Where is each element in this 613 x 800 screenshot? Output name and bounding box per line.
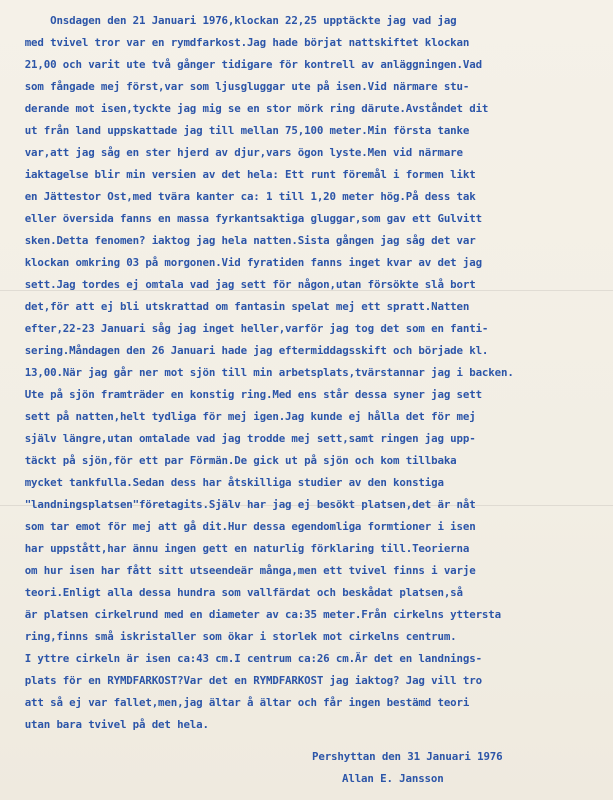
letter-line: täckt på sjön,för ett par Förmän.De gick ut på sjön och kom tillbaka bbox=[12, 454, 457, 467]
letter-line: med tvivel tror var en rymdfarkost.Jag hade börjat nattskiftet klockan bbox=[12, 36, 470, 49]
letter-line: ut från land uppskattade jag till mellan 75,100 meter.Min första tanke bbox=[12, 124, 470, 137]
letter-line: sken.Detta fenomen? iaktog jag hela natten.Sista gången jag såg det var bbox=[12, 234, 476, 247]
letter-line: Onsdagen den 21 Januari 1976,klockan 22,25 upptäckte jag vad jag bbox=[12, 14, 457, 27]
letter-line: plats för en RYMDFARKOST?Var det en RYMDFARKOST jag iaktog? Jag vill tro bbox=[12, 674, 482, 687]
letter-line: I yttre cirkeln är isen ca:43 cm.I centrum ca:26 cm.Är det en landnings- bbox=[12, 652, 482, 665]
letter-line: utan bara tvivel på det hela. bbox=[12, 718, 209, 731]
letter-line: teori.Enligt alla dessa hundra som vallfärdat och beskådat platsen,så bbox=[12, 586, 463, 599]
letter-line: det,för att ej bli utskrattad om fantasin spelat mej ett spratt.Natten bbox=[12, 300, 470, 313]
letter-line: att så ej var fallet,men,jag ältar å ältar och får ingen bestämd teori bbox=[12, 696, 470, 709]
letter-line: efter,22-23 Januari såg jag inget heller,varför jag tog det som en fanti- bbox=[12, 322, 489, 335]
letter-line: iaktagelse blir min versien av det hela: Ett runt föremål i formen likt bbox=[12, 168, 476, 181]
letter-body bbox=[12, 10, 610, 736]
letter-line: var,att jag såg en ster hjerd av djur,vars ögon lyste.Men vid närmare bbox=[12, 146, 463, 159]
letter-line: 21,00 och varit ute två gånger tidigare för kontrell av anläggningen.Vad bbox=[12, 58, 482, 71]
letter-line: eller översida fanns en massa fyrkantsaktiga gluggar,som gav ett Gulvitt bbox=[12, 212, 482, 225]
letter-line: har uppstått,har ännu ingen gett en naturlig förklaring till.Teorierna bbox=[12, 542, 470, 555]
letter-line: "landningsplatsen"företagits.Själv har jag ej besökt platsen,det är nåt bbox=[12, 498, 476, 511]
signature-block bbox=[312, 746, 503, 790]
letter-line: mycket tankfulla.Sedan dess har åtskilliga studier av den konstiga bbox=[12, 476, 444, 489]
letter-line: själv längre,utan omtalade vad jag trodde mej sett,samt ringen jag upp- bbox=[12, 432, 476, 445]
letter-line: Ute på sjön framträder en konstig ring.Med ens står dessa syner jag sett bbox=[12, 388, 482, 401]
signature-name: Allan E. Jansson bbox=[342, 772, 444, 785]
letter-line: om hur isen har fått sitt utseendeär många,men ett tvivel finns i varje bbox=[12, 564, 476, 577]
letter-line: sett.Jag tordes ej omtala vad jag sett för någon,utan försökte slå bort bbox=[12, 278, 476, 291]
letter-line: 13,00.När jag går ner mot sjön till min arbetsplats,tvärstannar jag i backen. bbox=[12, 366, 514, 379]
signature-place-date: Pershyttan den 31 Januari 1976 bbox=[312, 750, 503, 763]
letter-line: som fångade mej först,var som ljusgluggar ute på isen.Vid närmare stu- bbox=[12, 80, 470, 93]
letter-line: som tar emot för mej att gå dit.Hur dessa egendomliga formtioner i isen bbox=[12, 520, 476, 533]
letter-line: är platsen cirkelrund med en diameter av ca:35 meter.Från cirkelns yttersta bbox=[12, 608, 501, 621]
letter-line: en Jättestor Ost,med tvära kanter ca: 1 till 1,20 meter hög.På dess tak bbox=[12, 190, 476, 203]
letter-line: ring,finns små iskristaller som ökar i storlek mot cirkelns centrum. bbox=[12, 630, 457, 643]
letter-line: sett på natten,helt tydliga för mej igen.Jag kunde ej hålla det för mej bbox=[12, 410, 476, 423]
letter-line: derande mot isen,tyckte jag mig se en stor mörk ring därute.Avståndet dit bbox=[12, 102, 489, 115]
letter-line: klockan omkring 03 på morgonen.Vid fyratiden fanns inget kvar av det jag bbox=[12, 256, 482, 269]
letter-line: sering.Måndagen den 26 Januari hade jag eftermiddagsskift och började kl. bbox=[12, 344, 489, 357]
